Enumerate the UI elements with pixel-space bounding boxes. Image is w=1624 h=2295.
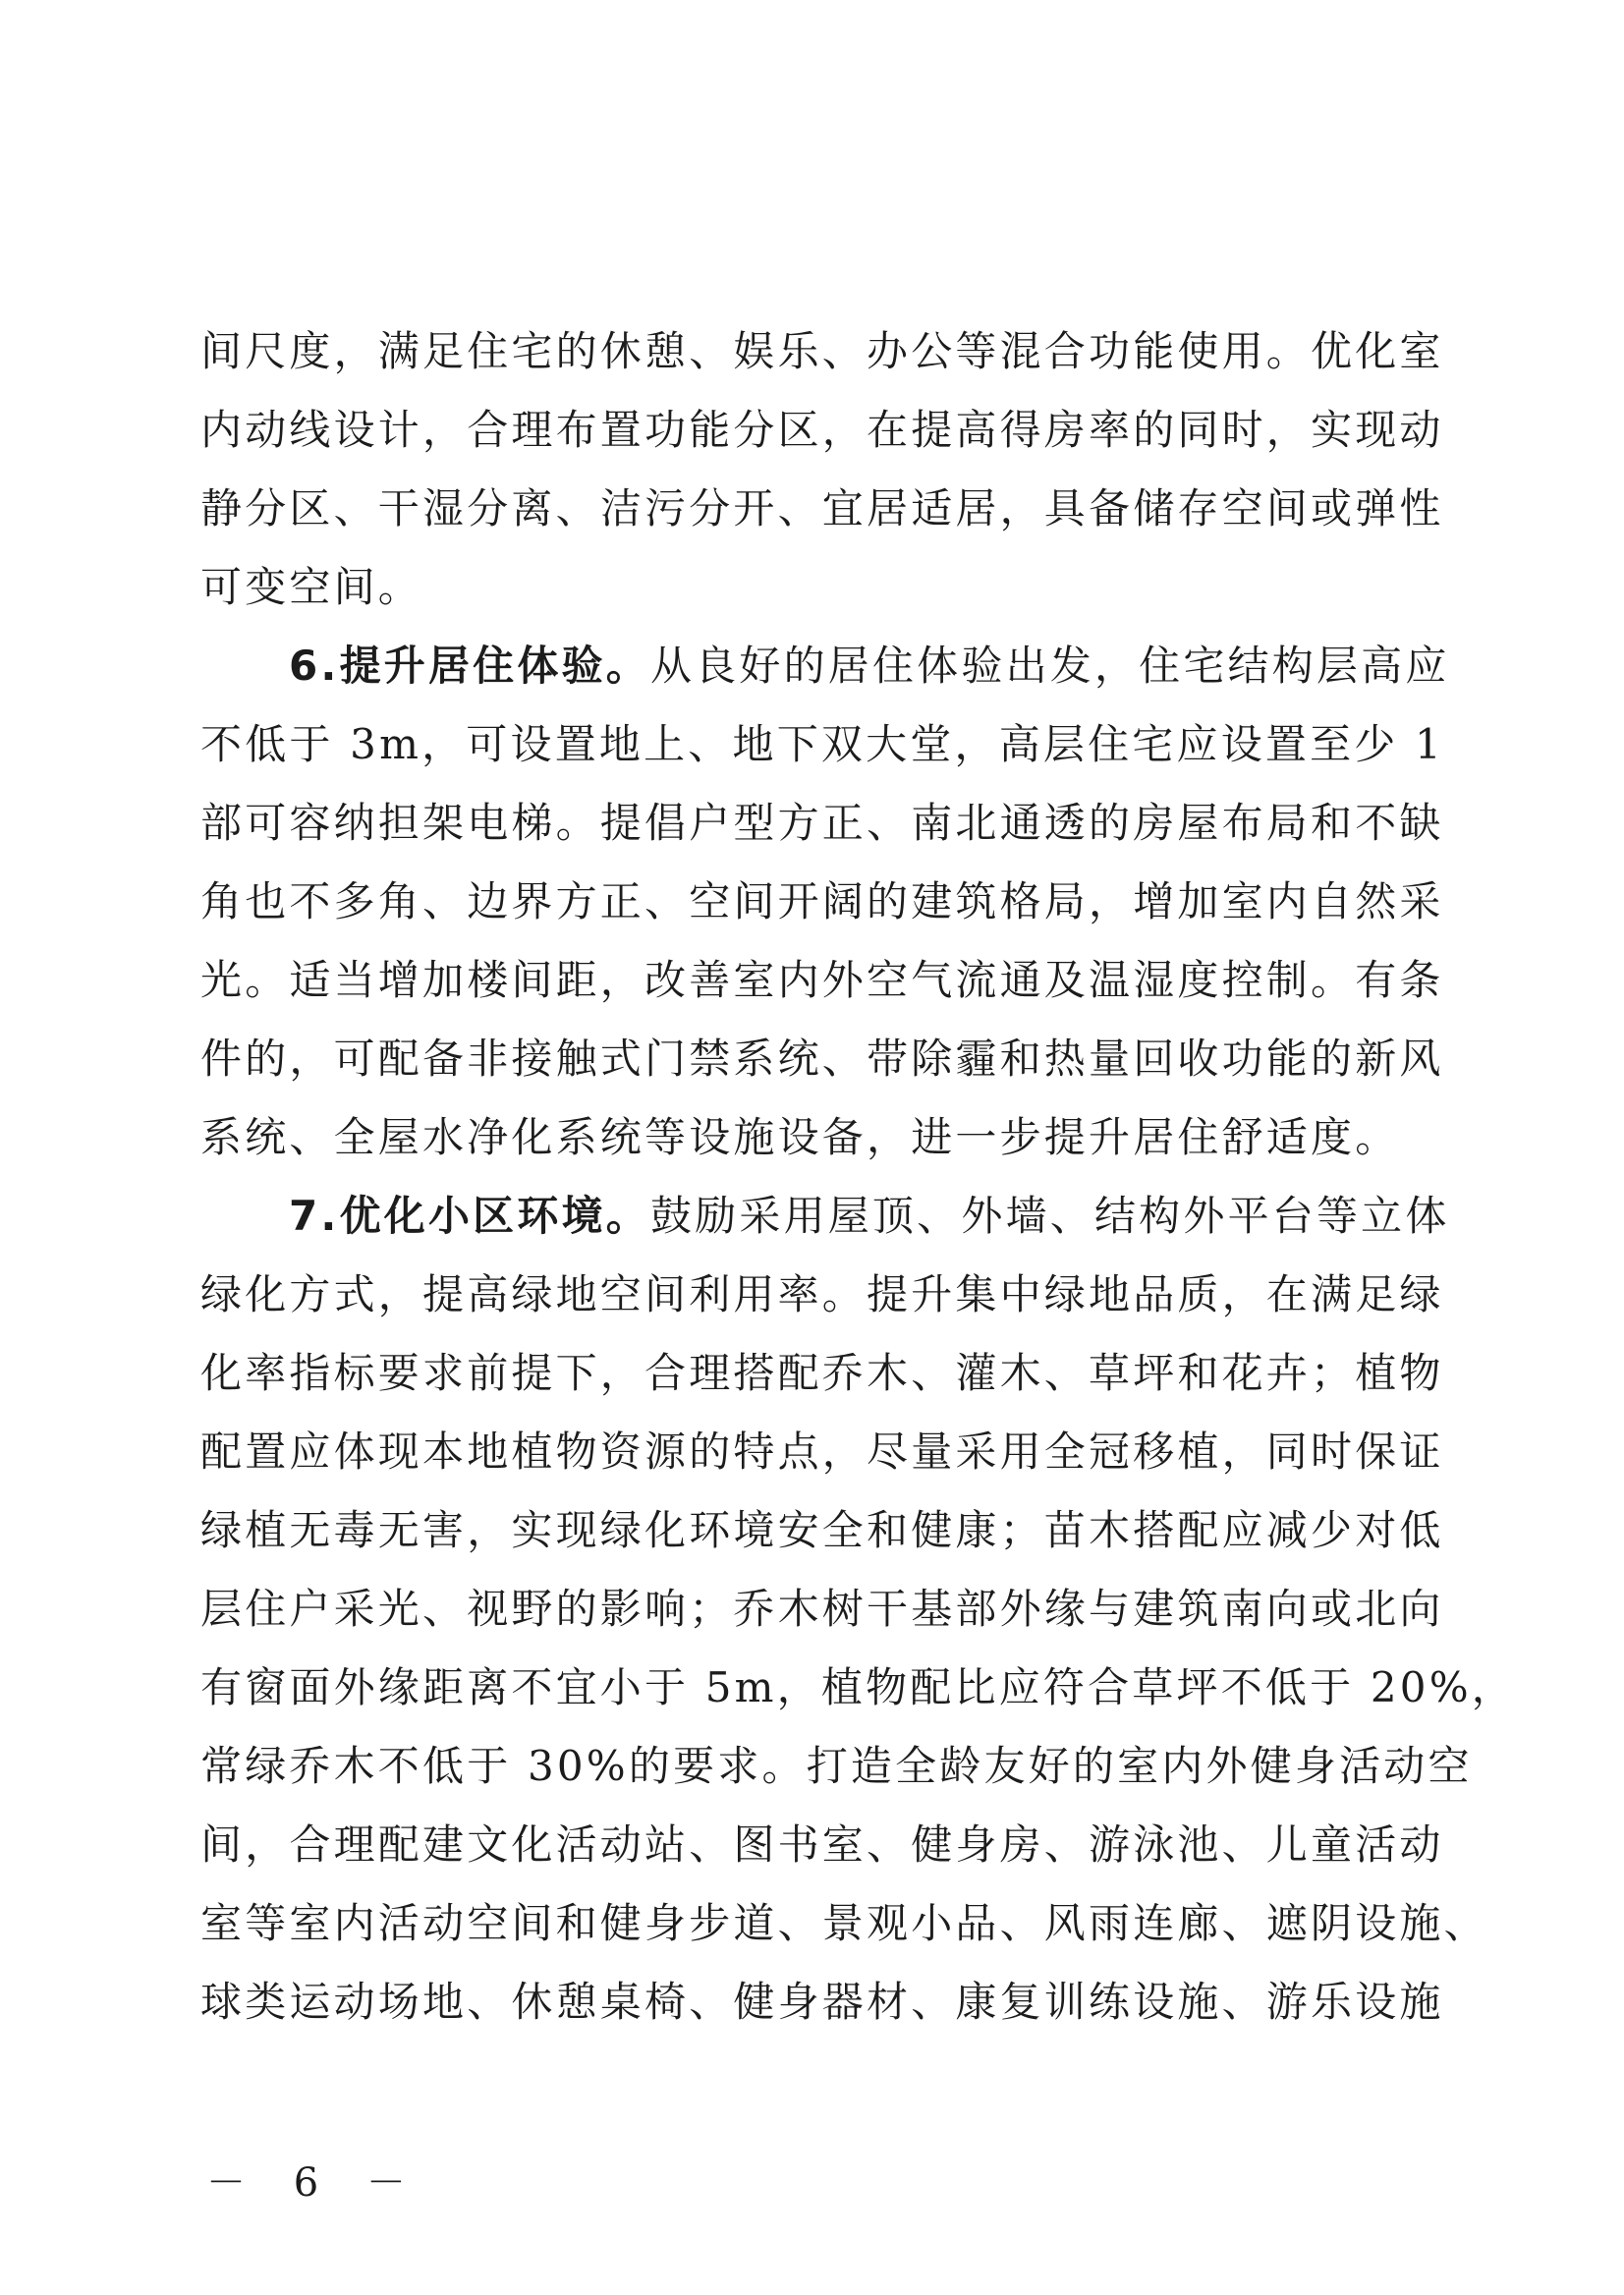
- text-line: 部可容纳担架电梯。提倡户型方正、南北通透的房屋布局和不缺: [200, 799, 1444, 847]
- text-line: 绿化方式，提高绿地空间利用率。提升集中绿地品质，在满足绿: [200, 1270, 1444, 1318]
- section-heading-7: 7.优化小区环境。: [289, 1192, 650, 1240]
- text-run: 鼓励采用屋顶、外墙、结构外平台等立体: [649, 1192, 1450, 1240]
- paragraph-2: [200, 627, 1450, 1177]
- text-line: 可变空间。: [200, 563, 423, 611]
- paragraph-3: [200, 1177, 1517, 2042]
- text-line: 系统、全屋水净化系统等设施设备，进一步提升居住舒适度。: [200, 1113, 1400, 1161]
- text-line: 间尺度，满足住宅的休憩、娱乐、办公等混合功能使用。优化室: [200, 327, 1444, 375]
- text-line: 层住户采光、视野的影响；乔木树干基部外缘与建筑南向或北向: [200, 1585, 1444, 1633]
- text-line: 室等室内活动空间和健身步道、景观小品、风雨连廊、遮阴设施、: [200, 1899, 1488, 1947]
- text-line: 不低于 3m，可设置地上、地下双大堂，高层住宅应设置至少 1: [200, 720, 1444, 768]
- text-line: 间，合理配建文化活动站、图书室、健身房、游泳池、儿童活动: [200, 1820, 1444, 1869]
- text-line: 静分区、干湿分离、洁污分开、宜居适居，具备储存空间或弹性: [200, 484, 1444, 532]
- text-line: 绿植无毒无害，实现绿化环境安全和健康；苗木搭配应减少对低: [200, 1506, 1444, 1554]
- text-run: 从良好的居住体验出发，住宅结构层高应: [649, 642, 1450, 690]
- text-line: 常绿乔木不低于 30%的要求。打造全龄友好的室内外健身活动空: [200, 1742, 1473, 1790]
- text-line: [200, 1177, 1450, 1256]
- page-number: － 6 －: [206, 2160, 423, 2206]
- text-line: 光。适当增加楼间距，改善室内外空气流通及温湿度控制。有条: [200, 956, 1444, 1004]
- text-line: 化率指标要求前提下，合理搭配乔木、灌木、草坪和花卉；植物: [200, 1349, 1444, 1397]
- body-text: [200, 312, 1517, 2042]
- text-line: 有窗面外缘距离不宜小于 5m，植物配比应符合草坪不低于 20%，: [200, 1663, 1517, 1711]
- text-line: 内动线设计，合理布置功能分区，在提高得房率的同时，实现动: [200, 406, 1444, 454]
- text-line: 角也不多角、边界方正、空间开阔的建筑格局，增加室内自然采: [200, 877, 1444, 925]
- text-line: 件的，可配备非接触式门禁系统、带除霾和热量回收功能的新风: [200, 1035, 1444, 1083]
- section-heading-6: 6.提升居住体验。: [289, 642, 650, 690]
- text-line: [200, 627, 1450, 705]
- text-line: 配置应体现本地植物资源的特点，尽量采用全冠移植，同时保证: [200, 1427, 1444, 1476]
- paragraph-1: [200, 312, 1444, 627]
- text-line: 球类运动场地、休憩桌椅、健身器材、康复训练设施、游乐设施: [200, 1978, 1444, 2026]
